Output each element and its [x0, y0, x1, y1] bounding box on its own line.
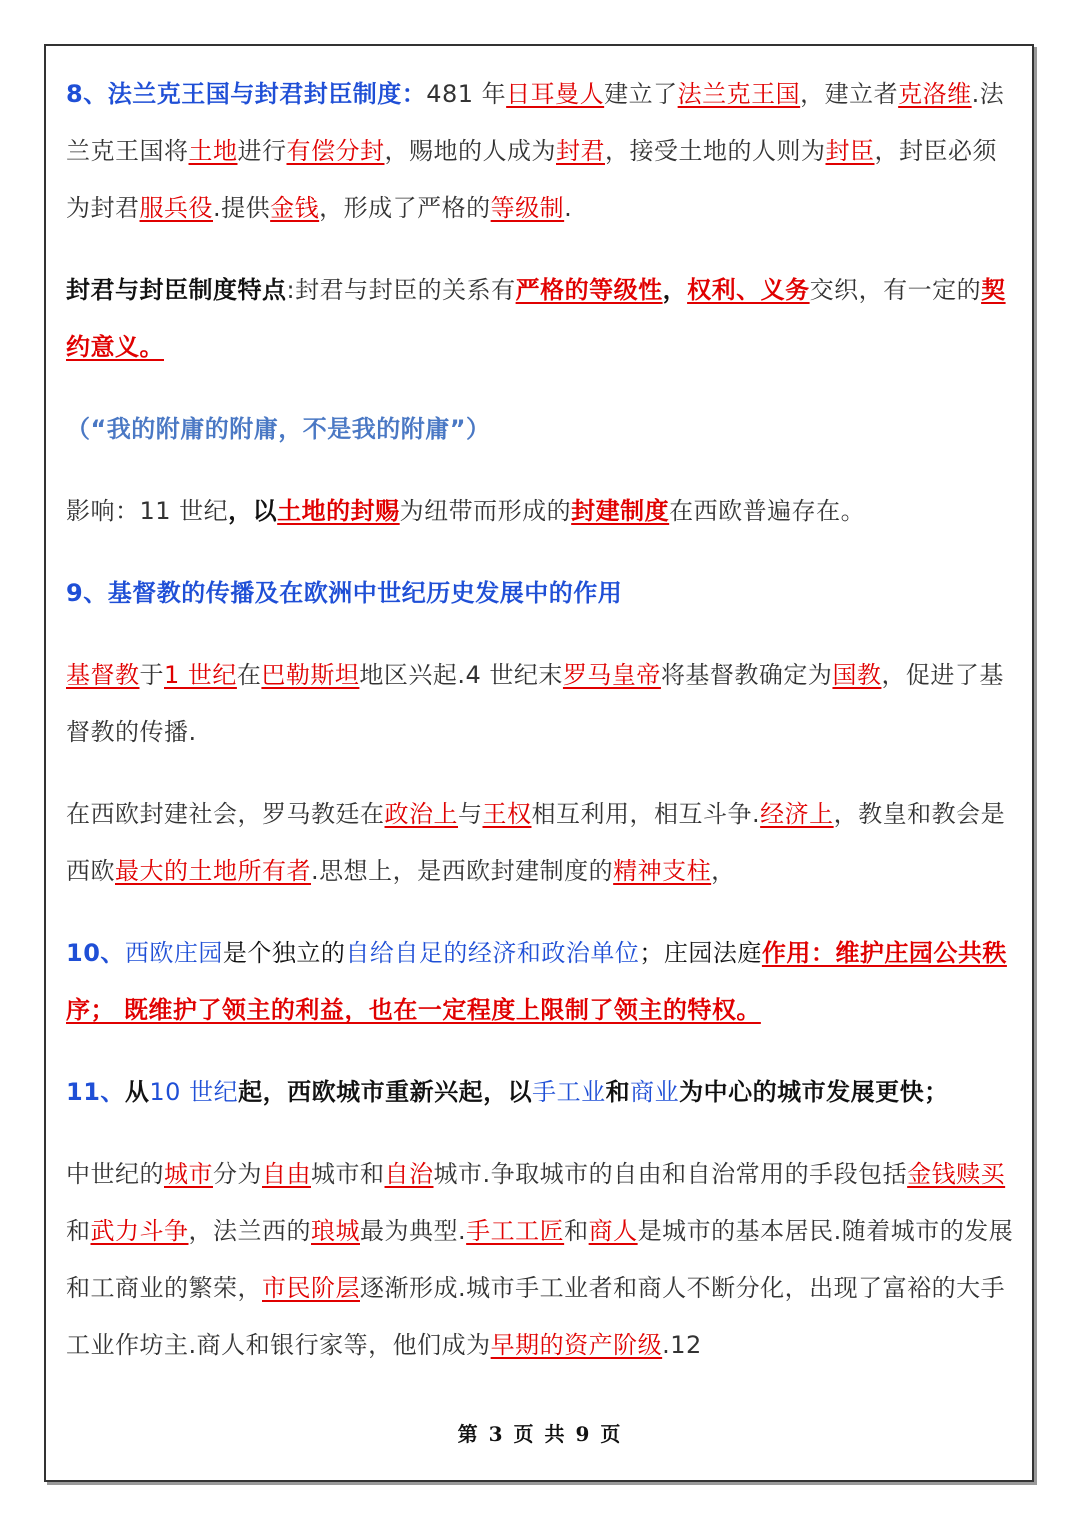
- vassal-quote: （“我的附庸的附庸，不是我的附庸”）: [66, 415, 491, 443]
- feudal-impact: 影响：11 世纪，以土地的封赐为纽带而形成的封建制度在西欧普遍存在。: [66, 497, 866, 525]
- church-role: 在西欧封建社会，罗马教廷在政治上与王权相互利用，相互斗争.经济上，教皇和教会是西欧最大的土地所有者.思想上，是西欧封建制度的精神支柱，: [66, 800, 1006, 885]
- section-11: 11、从10 世纪起，西欧城市重新兴起，以手工业和商业为中心的城市发展更快；: [66, 1078, 949, 1106]
- feudal-features: 封君与封臣制度特点:封君与封臣的关系有严格的等级性，权利、义务交织，有一定的契约意义。: [66, 276, 1006, 361]
- christianity-spread: 基督教于1 世纪在巴勒斯坦地区兴起.4 世纪末罗马皇帝将基督教确定为国教，促进了基督教的传播.: [66, 661, 1004, 746]
- document-body: [66, 66, 1014, 1374]
- medieval-cities: 中世纪的城市分为自由城市和自治城市.争取城市的自由和自治常用的手段包括金钱赎买和武力斗争，法兰西的琅城最为典型.手工工匠和商人是城市的基本居民.随着城市的发展和工商业的繁荣，市民阶层逐渐形成.城市手工业者和商人不断分化，出现了富裕的大手工业作坊主.商人和银行家等，他们成为早期的资产阶级.12: [66, 1160, 1014, 1359]
- page-number: 第 3 页 共 9 页: [457, 1422, 623, 1446]
- section-10: 10、西欧庄园是个独立的自给自足的经济和政治单位；庄园法庭作用：维护庄园公共秩序； 既维护了领主的利益，也在一定程度上限制了领主的特权。: [66, 939, 1007, 1024]
- section-8: 8、法兰克王国与封君封臣制度：481 年日耳曼人建立了法兰克王国，建立者克洛维.法兰克王国将土地进行有偿分封，赐地的人成为封君，接受土地的人则为封臣，封臣必须为封君服兵役.提供金钱，形成了严格的等级制.: [66, 80, 1005, 222]
- section-9-heading: 9、基督教的传播及在欧洲中世纪历史发展中的作用: [66, 579, 623, 607]
